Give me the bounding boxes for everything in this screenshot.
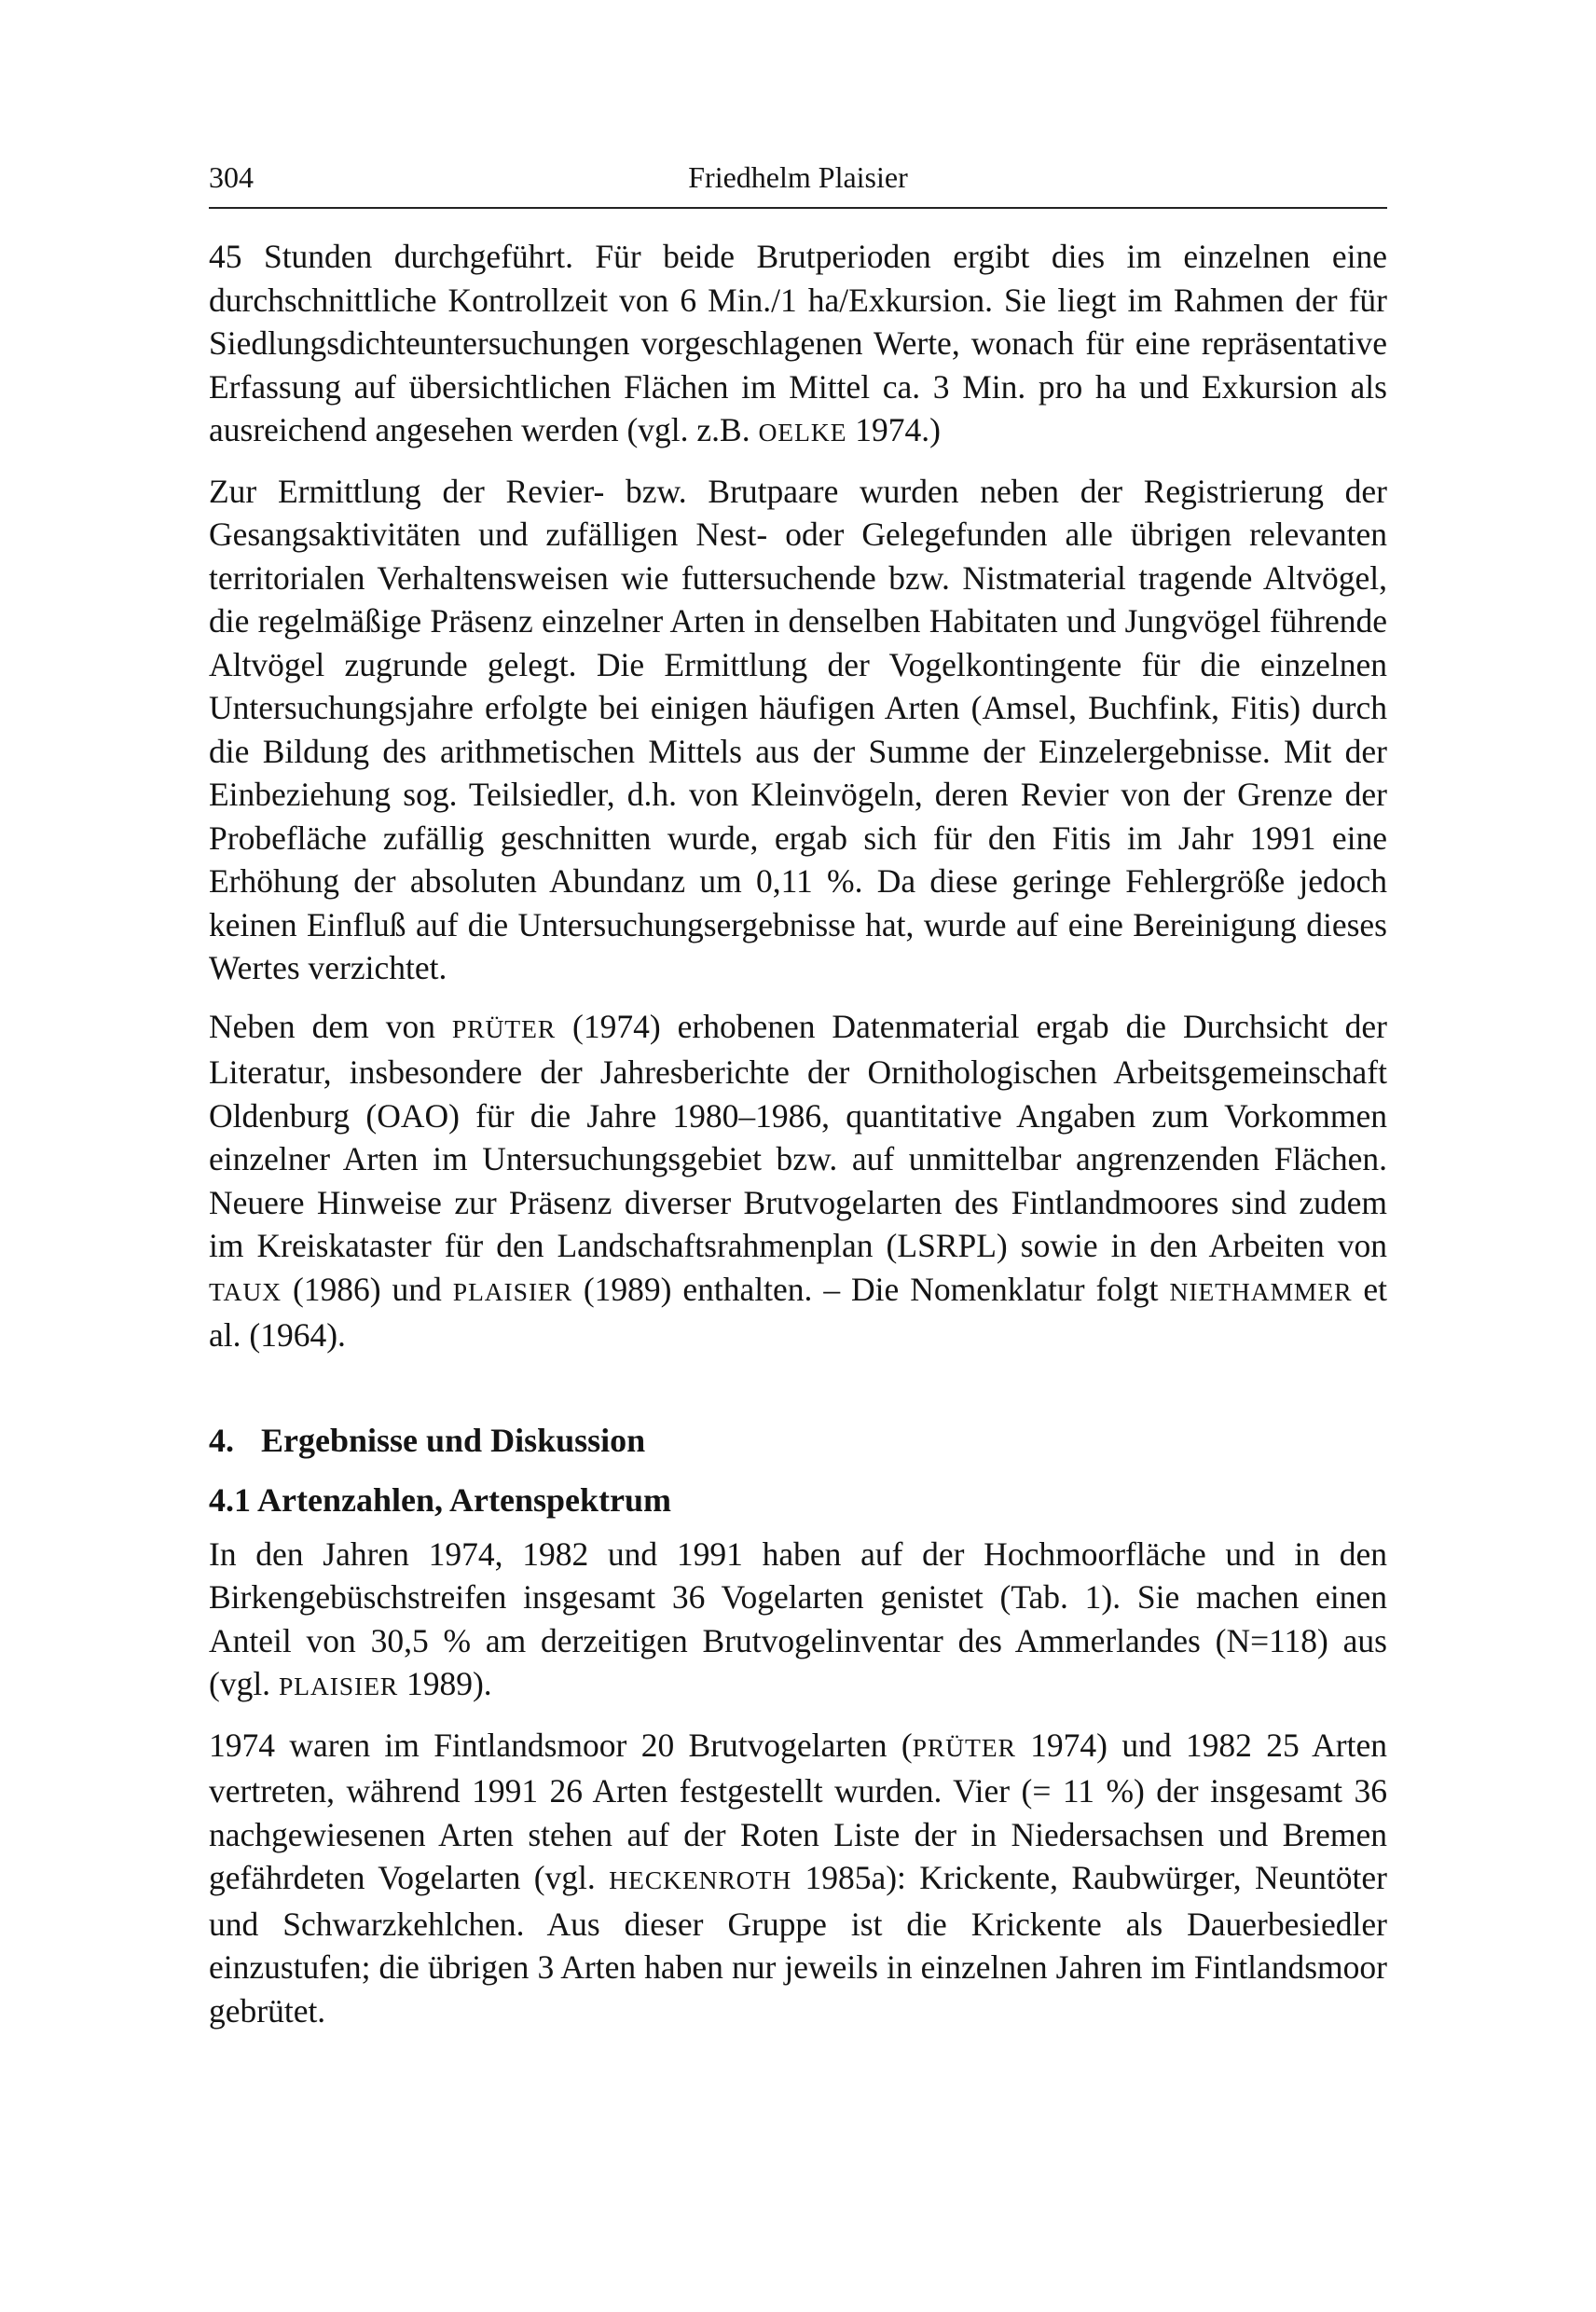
page [209,157,1387,2032]
header-rule [209,207,1387,209]
paragraph-3-part-3: (1986) und [282,1270,453,1308]
paragraph-4-end: 1989). [398,1665,492,1702]
paragraph-3-end: et al. (1964). [209,1270,1387,1354]
paragraph-2: Zur Ermittlung der Revier- bzw. Brutpaare wurden neben der Registrierung der Gesangsaktivitäten und zufälligen Nest- oder Gelegefunden alle übrigen relevanten territorialen Verhaltensweisen wie futtersuchende bzw. Nistmaterial tragende Altvögel, die regelmäßige Präsenz einzelner Arten in denselben Habitaten und Jungvögel führende Altvögel zugrunde gelegt. Die Ermittlung der Vogelkontingente für die einzelnen Untersuchungsjahre erfolgte bei einigen häufigen Arten (Amsel, Buchfink, Fitis) durch die Bildung des arithmetischen Mittels aus der Summe der Einzelergebnisse. Mit der Einbeziehung sog. Teilsiedler, d.h. von Kleinvögeln, deren Revier von der Grenze der Probefläche zufällig geschnitten wurde, ergab sich für den Fitis im Jahr 1991 eine Erhöhung der absoluten Abundanz um 0,11 %. Da diese geringe Fehlergröße jedoch keinen Einfluß auf die Untersuchungsergebnisse hat, wurde auf eine Bereinigung dieses Wertes verzichtet. [209,472,1387,986]
subsection-heading [209,1479,1387,1521]
section-title: Ergebnisse und Diskussion [261,1421,646,1459]
paragraph-3-part-4: (1989) enthalten. – Die Nomenklatur folgt [571,1270,1170,1308]
section-heading [209,1419,1387,1462]
section-number: 4. [209,1421,234,1459]
body-text [209,235,1387,2032]
citation-prueter: PRÜTER [451,1013,557,1043]
citation-prueter-2: PRÜTER [912,1732,1016,1762]
subsection-number: 4.1 [209,1480,251,1519]
paragraph-1-text: 45 Stunden durchgeführt. Für beide Brutperioden ergibt dies im einzelnen eine durchschnittliche Kontrollzeit von 6 Min./1 ha/Exkursion. Sie liegt im Rahmen der für Siedlungsdichteuntersuchungen vorgeschlagenen Werte, wonach für eine repräsentative Erfassung auf übersichtlichen Flächen im Mittel ca. 3 Min. pro ha und Exkursion als ausreichend angesehen werden (vgl. z.B. [209,238,1387,448]
paragraph-3-part-2: (1974) erhobenen Datenmaterial ergab die Durchsicht der Literatur, insbesondere der Jahresberichte der Ornithologischen Arbeitsgemeinschaft Oldenburg (OAO) für die Jahre 1980–1986, quantitative Angaben zum Vorkommen einzelner Arten im Untersuchungsgebiet bzw. auf unmittelbar angrenzenden Flächen. Neuere Hinweise zur Präsenz diverser Brutvogelarten des Fintlandmoores sind zudem im Kreiskataster für den Landschaftsrahmenplan (LSRPL) sowie in den Arbeiten von [209,1007,1387,1264]
paragraph-5 [209,1724,1387,2033]
citation-oelke: OELKE [758,418,847,447]
citation-plaisier: PLAISIER [452,1276,572,1306]
section-spacer [209,1357,1387,1419]
paragraph-1 [209,235,1387,455]
paragraph-1-end: 1974.) [846,411,941,448]
paragraph-4 [209,1533,1387,1709]
paragraph-5-part-2: 1974) und 1982 25 Arten vertreten, während 1991 26 Arten festgestellt wurden. Vier (= 11 %) der insgesamt 36 nachgewiesenen Arten stehen auf der Roten Liste der in Niedersachsen und Bremen gefährdeten Vogelarten (vgl. [209,1726,1387,1896]
paragraph-5-part-1: 1974 waren im Fintlandsmoor 20 Brutvogelarten ( [209,1726,913,1764]
citation-niethammer: NIETHAMMER [1169,1276,1353,1306]
running-head [209,157,1387,198]
citation-heckenroth: HECKENROTH [609,1865,792,1894]
paragraph-4-text: In den Jahren 1974, 1982 und 1991 haben auf der Hochmoorfläche und in den Birkengebüschstreifen insgesamt 36 Vogelarten genistet (Tab. 1). Sie machen einen Anteil von 30,5 % am derzeitigen Brutvogelinventar des Ammerlandes (N=118) aus (vgl. [209,1534,1387,1702]
running-title: Friedhelm Plaisier [688,160,908,194]
page-number: 304 [209,160,254,194]
citation-plaisier-2: PLAISIER [278,1672,399,1700]
paragraph-3-part-1: Neben dem von [209,1007,452,1045]
citation-taux: TAUX [209,1276,282,1306]
paragraph-5-end: 1985a): Krickente, Raubwürger, Neuntöter und Schwarzkehlchen. Aus dieser Gruppe ist die Krickente als Dauerbesiedler einzustufen; die übrigen 3 Arten haben nur jeweils in einzelnen Jahren im Fintlandsmoor gebrütet. [209,1859,1387,2030]
paragraph-3 [209,1005,1387,1357]
subsection-title: Artenzahlen, Artenspektrum [257,1480,671,1519]
